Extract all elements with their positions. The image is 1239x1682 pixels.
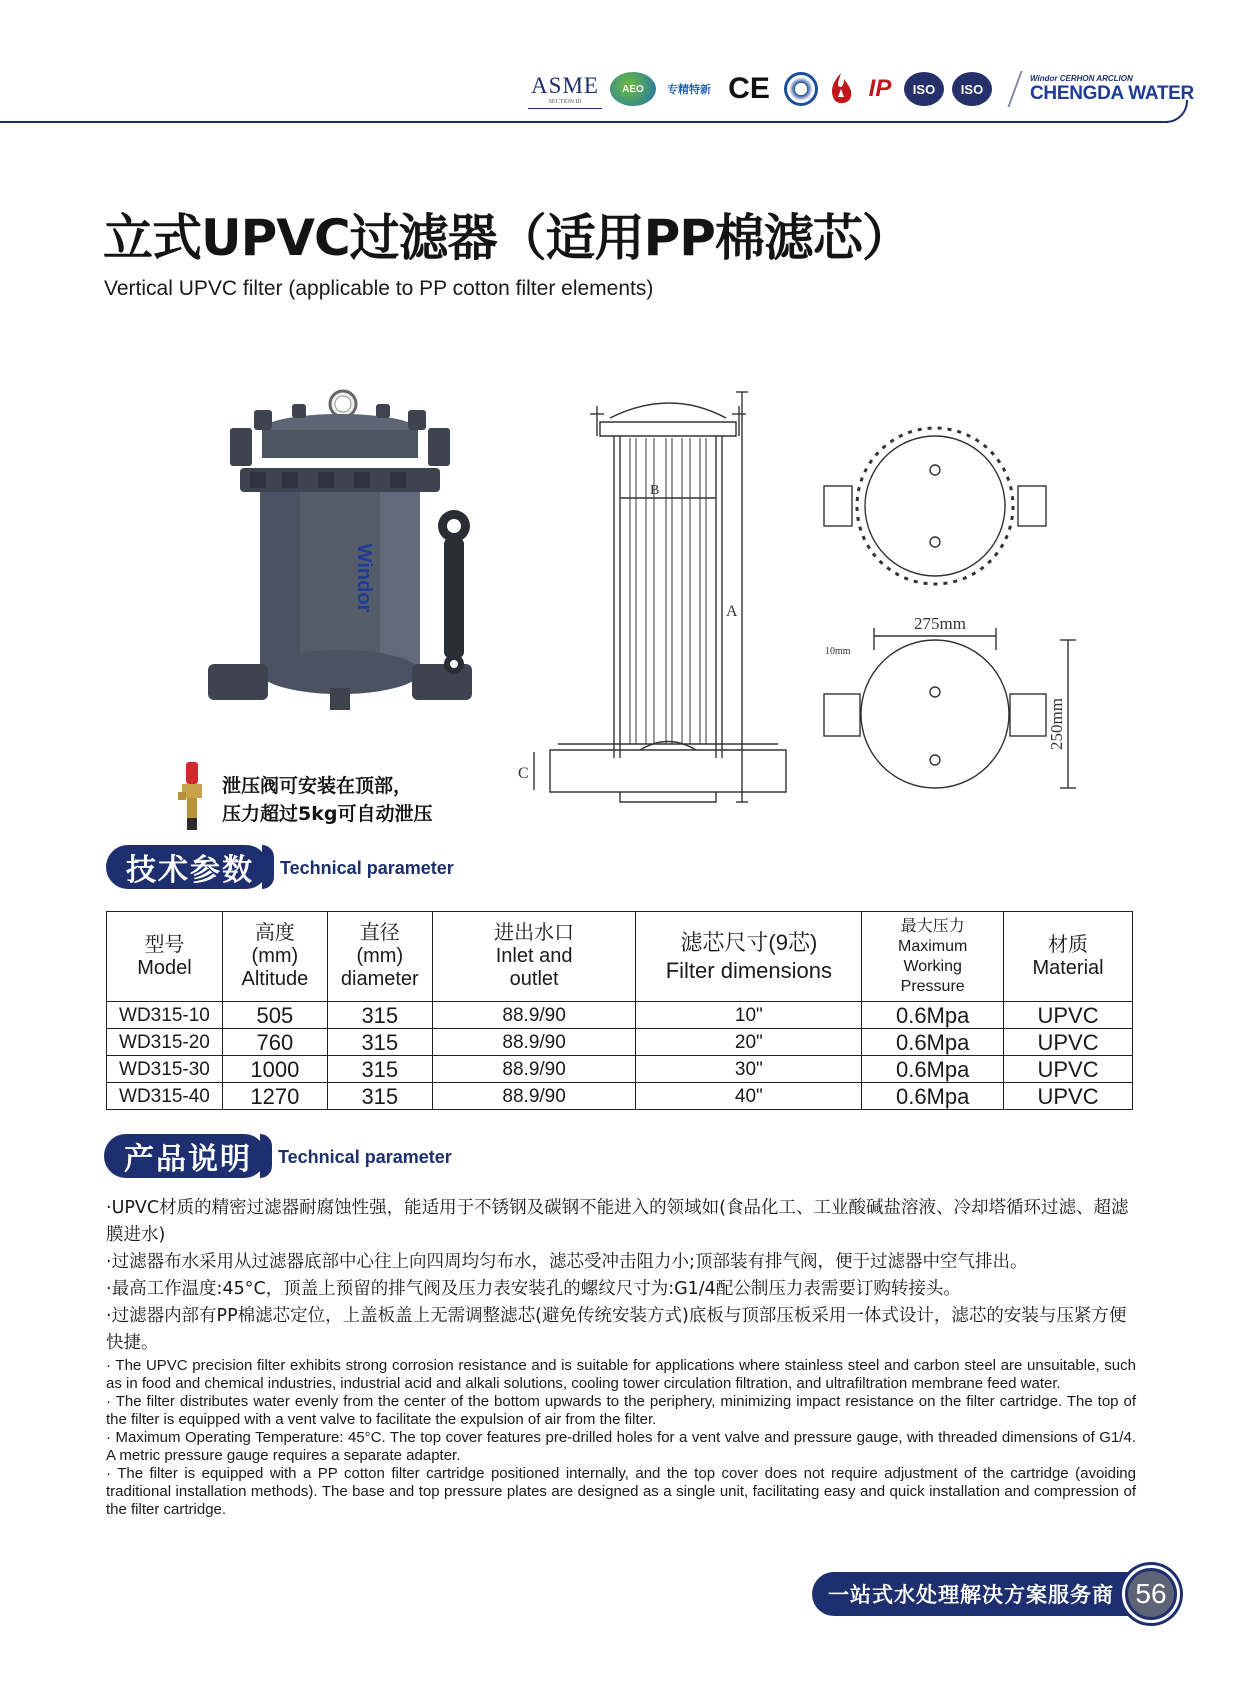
col-header-pressure: 最大压力 Maximum Working Pressure bbox=[862, 912, 1004, 1002]
cell-altitude: 1270 bbox=[222, 1083, 327, 1110]
dim-label-b: B bbox=[650, 483, 660, 498]
description-en-item: · The filter is equipped with a PP cotton filter cartridge positioned internally, and the top cover does not require adjustment of the cartridge (avoiding traditional installation methods). The base and top pressure plates are designed as a single unit, facilitating easy and quick installation and compression of the filter cartridge. bbox=[106, 1465, 1136, 1518]
brand-name: CHENGDA WATER bbox=[1030, 82, 1194, 104]
dim-offset: 10mm bbox=[825, 646, 851, 657]
col-header-filter: 滤芯尺寸(9芯) Filter dimensions bbox=[636, 912, 862, 1002]
page-subtitle: Vertical UPVC filter (applicable to PP cotton filter elements) bbox=[104, 277, 654, 300]
brand-sub-text: Windor CERHON ARCLION bbox=[1030, 73, 1133, 83]
cell-model: WD315-20 bbox=[107, 1029, 223, 1056]
cell-altitude: 760 bbox=[222, 1029, 327, 1056]
description-en-item: · The filter distributes water evenly from the center of the bottom upwards to the periphery, minimizing impact resistance on the filter cartridge. The top of the filter is equipped with a vent valve to facilitate the expulsion of air from the filter. bbox=[106, 1393, 1136, 1428]
header-rule bbox=[0, 121, 1168, 123]
zhuanjing-logo: 专精特新 bbox=[667, 84, 711, 96]
description-cn-item: ·过滤器内部有PP棉滤芯定位，上盖板盖上无需调整滤芯(避免传统安装方式)底板与顶部压板采用一体式设计，滤芯的安装与压紧方便快捷。 bbox=[106, 1306, 1127, 1353]
col-header-model: 型号 Model bbox=[107, 912, 223, 1002]
aeo-logo: AEO bbox=[610, 72, 656, 106]
cell-filter: 10" bbox=[636, 1002, 862, 1029]
valve-note-line-1: 泄压阀可安装在顶部， bbox=[222, 775, 413, 797]
cell-diameter: 315 bbox=[327, 1056, 432, 1083]
iso-logo-1: ISO bbox=[904, 72, 944, 106]
desc-section-subtitle: Technical parameter bbox=[278, 1147, 452, 1167]
cell-pressure: 0.6Mpa bbox=[862, 1002, 1004, 1029]
col-header-material: 材质 Material bbox=[1004, 912, 1133, 1002]
table-row bbox=[107, 1056, 1133, 1083]
side-section-drawing bbox=[518, 388, 820, 808]
description-en bbox=[106, 1357, 1136, 1519]
cell-model: WD315-40 bbox=[107, 1083, 223, 1110]
ip-logo: IP bbox=[868, 75, 892, 102]
cell-altitude: 505 bbox=[222, 1002, 327, 1029]
top-view-drawing bbox=[820, 418, 1060, 598]
cell-material: UPVC bbox=[1004, 1002, 1133, 1029]
cell-inlet: 88.9/90 bbox=[432, 1002, 636, 1029]
cell-diameter: 315 bbox=[327, 1002, 432, 1029]
cell-pressure: 0.6Mpa bbox=[862, 1056, 1004, 1083]
cell-filter: 40" bbox=[636, 1083, 862, 1110]
table-row bbox=[107, 1083, 1133, 1110]
cell-inlet: 88.9/90 bbox=[432, 1083, 636, 1110]
col-header-altitude: 高度 (mm) Altitude bbox=[222, 912, 327, 1002]
table-header-row bbox=[107, 912, 1133, 1002]
cell-filter: 30" bbox=[636, 1056, 862, 1083]
cell-diameter: 315 bbox=[327, 1029, 432, 1056]
cell-pressure: 0.6Mpa bbox=[862, 1029, 1004, 1056]
iso-logo-2: ISO bbox=[952, 72, 992, 106]
description-cn-item: ·UPVC材质的精密过滤器耐腐蚀性强，能适用于不锈钢及碳钢不能进入的领域如(食品化工、工业酸碱盐溶液、冷却塔循环过滤、超滤膜进水) bbox=[106, 1198, 1129, 1245]
header-rule-curve bbox=[1160, 100, 1188, 123]
flame-emblem-logo bbox=[826, 71, 856, 107]
table-row bbox=[107, 1002, 1133, 1029]
quality-seal-logo bbox=[784, 72, 818, 106]
page-number: 56 bbox=[1128, 1571, 1174, 1617]
cell-diameter: 315 bbox=[327, 1083, 432, 1110]
valve-note bbox=[222, 772, 432, 828]
description-cn-item: ·最高工作温度:45°C，顶盖上预留的排气阀及压力表安装孔的螺纹尺寸为:G1/4配公制压力表需要订购转接头。 bbox=[106, 1279, 961, 1299]
description-cn-item: ·过滤器布水采用从过滤器底部中心往上向四周均匀布水，滤芯受冲击阻力小;顶部装有排气阀，便于过滤器中空气排出。 bbox=[106, 1252, 1028, 1272]
dim-label-c: C bbox=[518, 765, 529, 782]
col-header-inlet: 进出水口 Inlet and outlet bbox=[432, 912, 636, 1002]
bottom-view-drawing bbox=[820, 610, 1080, 810]
cell-pressure: 0.6Mpa bbox=[862, 1083, 1004, 1110]
certification-logos bbox=[528, 68, 1196, 110]
description-cn bbox=[106, 1195, 1136, 1357]
cell-material: UPVC bbox=[1004, 1083, 1133, 1110]
product-photo bbox=[190, 388, 490, 748]
desc-section-title: 产品说明 bbox=[104, 1134, 266, 1178]
cell-material: UPVC bbox=[1004, 1029, 1133, 1056]
cell-inlet: 88.9/90 bbox=[432, 1056, 636, 1083]
cell-material: UPVC bbox=[1004, 1056, 1133, 1083]
cell-filter: 20" bbox=[636, 1029, 862, 1056]
dim-height: 250mm bbox=[1047, 698, 1066, 750]
page-title: 立式UPVC过滤器（适用PP棉滤芯） bbox=[103, 209, 911, 267]
cell-altitude: 1000 bbox=[222, 1056, 327, 1083]
cell-inlet: 88.9/90 bbox=[432, 1029, 636, 1056]
col-header-diameter: 直径 (mm) diameter bbox=[327, 912, 432, 1002]
cell-model: WD315-10 bbox=[107, 1002, 223, 1029]
product-brand-text: Windor bbox=[353, 543, 375, 613]
description-en-item: · The UPVC precision filter exhibits strong corrosion resistance and is suitable for applications where stainless steel and carbon steel are unsuitable, such as in food and chemical industries, industrial acid and alkali solutions, cooling tower circulation filtration, and ultrafiltration membrane feed water. bbox=[106, 1357, 1136, 1392]
page-number-badge bbox=[1122, 1565, 1180, 1623]
dim-width: 275mm bbox=[914, 614, 966, 633]
relief-valve-icon bbox=[178, 762, 206, 830]
dim-label-a: A bbox=[726, 603, 738, 620]
footer-bar bbox=[812, 1572, 1152, 1616]
footer-slogan: 一站式水处理解决方案服务商 bbox=[828, 1583, 1114, 1607]
logo-divider bbox=[999, 71, 1022, 107]
table-row bbox=[107, 1029, 1133, 1056]
asme-logo: ASME SECTION III bbox=[528, 69, 602, 109]
tech-section-title: 技术参数 bbox=[106, 845, 268, 889]
tech-section-subtitle: Technical parameter bbox=[280, 858, 454, 878]
spec-table bbox=[106, 911, 1133, 1110]
description-en-item: · Maximum Operating Temperature: 45°C. The top cover features pre-drilled holes for a vent valve and pressure gauge, with threaded dimensions of G1/4. A metric pressure gauge requires a separate adapter. bbox=[106, 1429, 1136, 1464]
valve-note-line-2: 压力超过5kg可自动泄压 bbox=[222, 803, 433, 825]
ce-logo: CE bbox=[728, 72, 770, 105]
cell-model: WD315-30 bbox=[107, 1056, 223, 1083]
